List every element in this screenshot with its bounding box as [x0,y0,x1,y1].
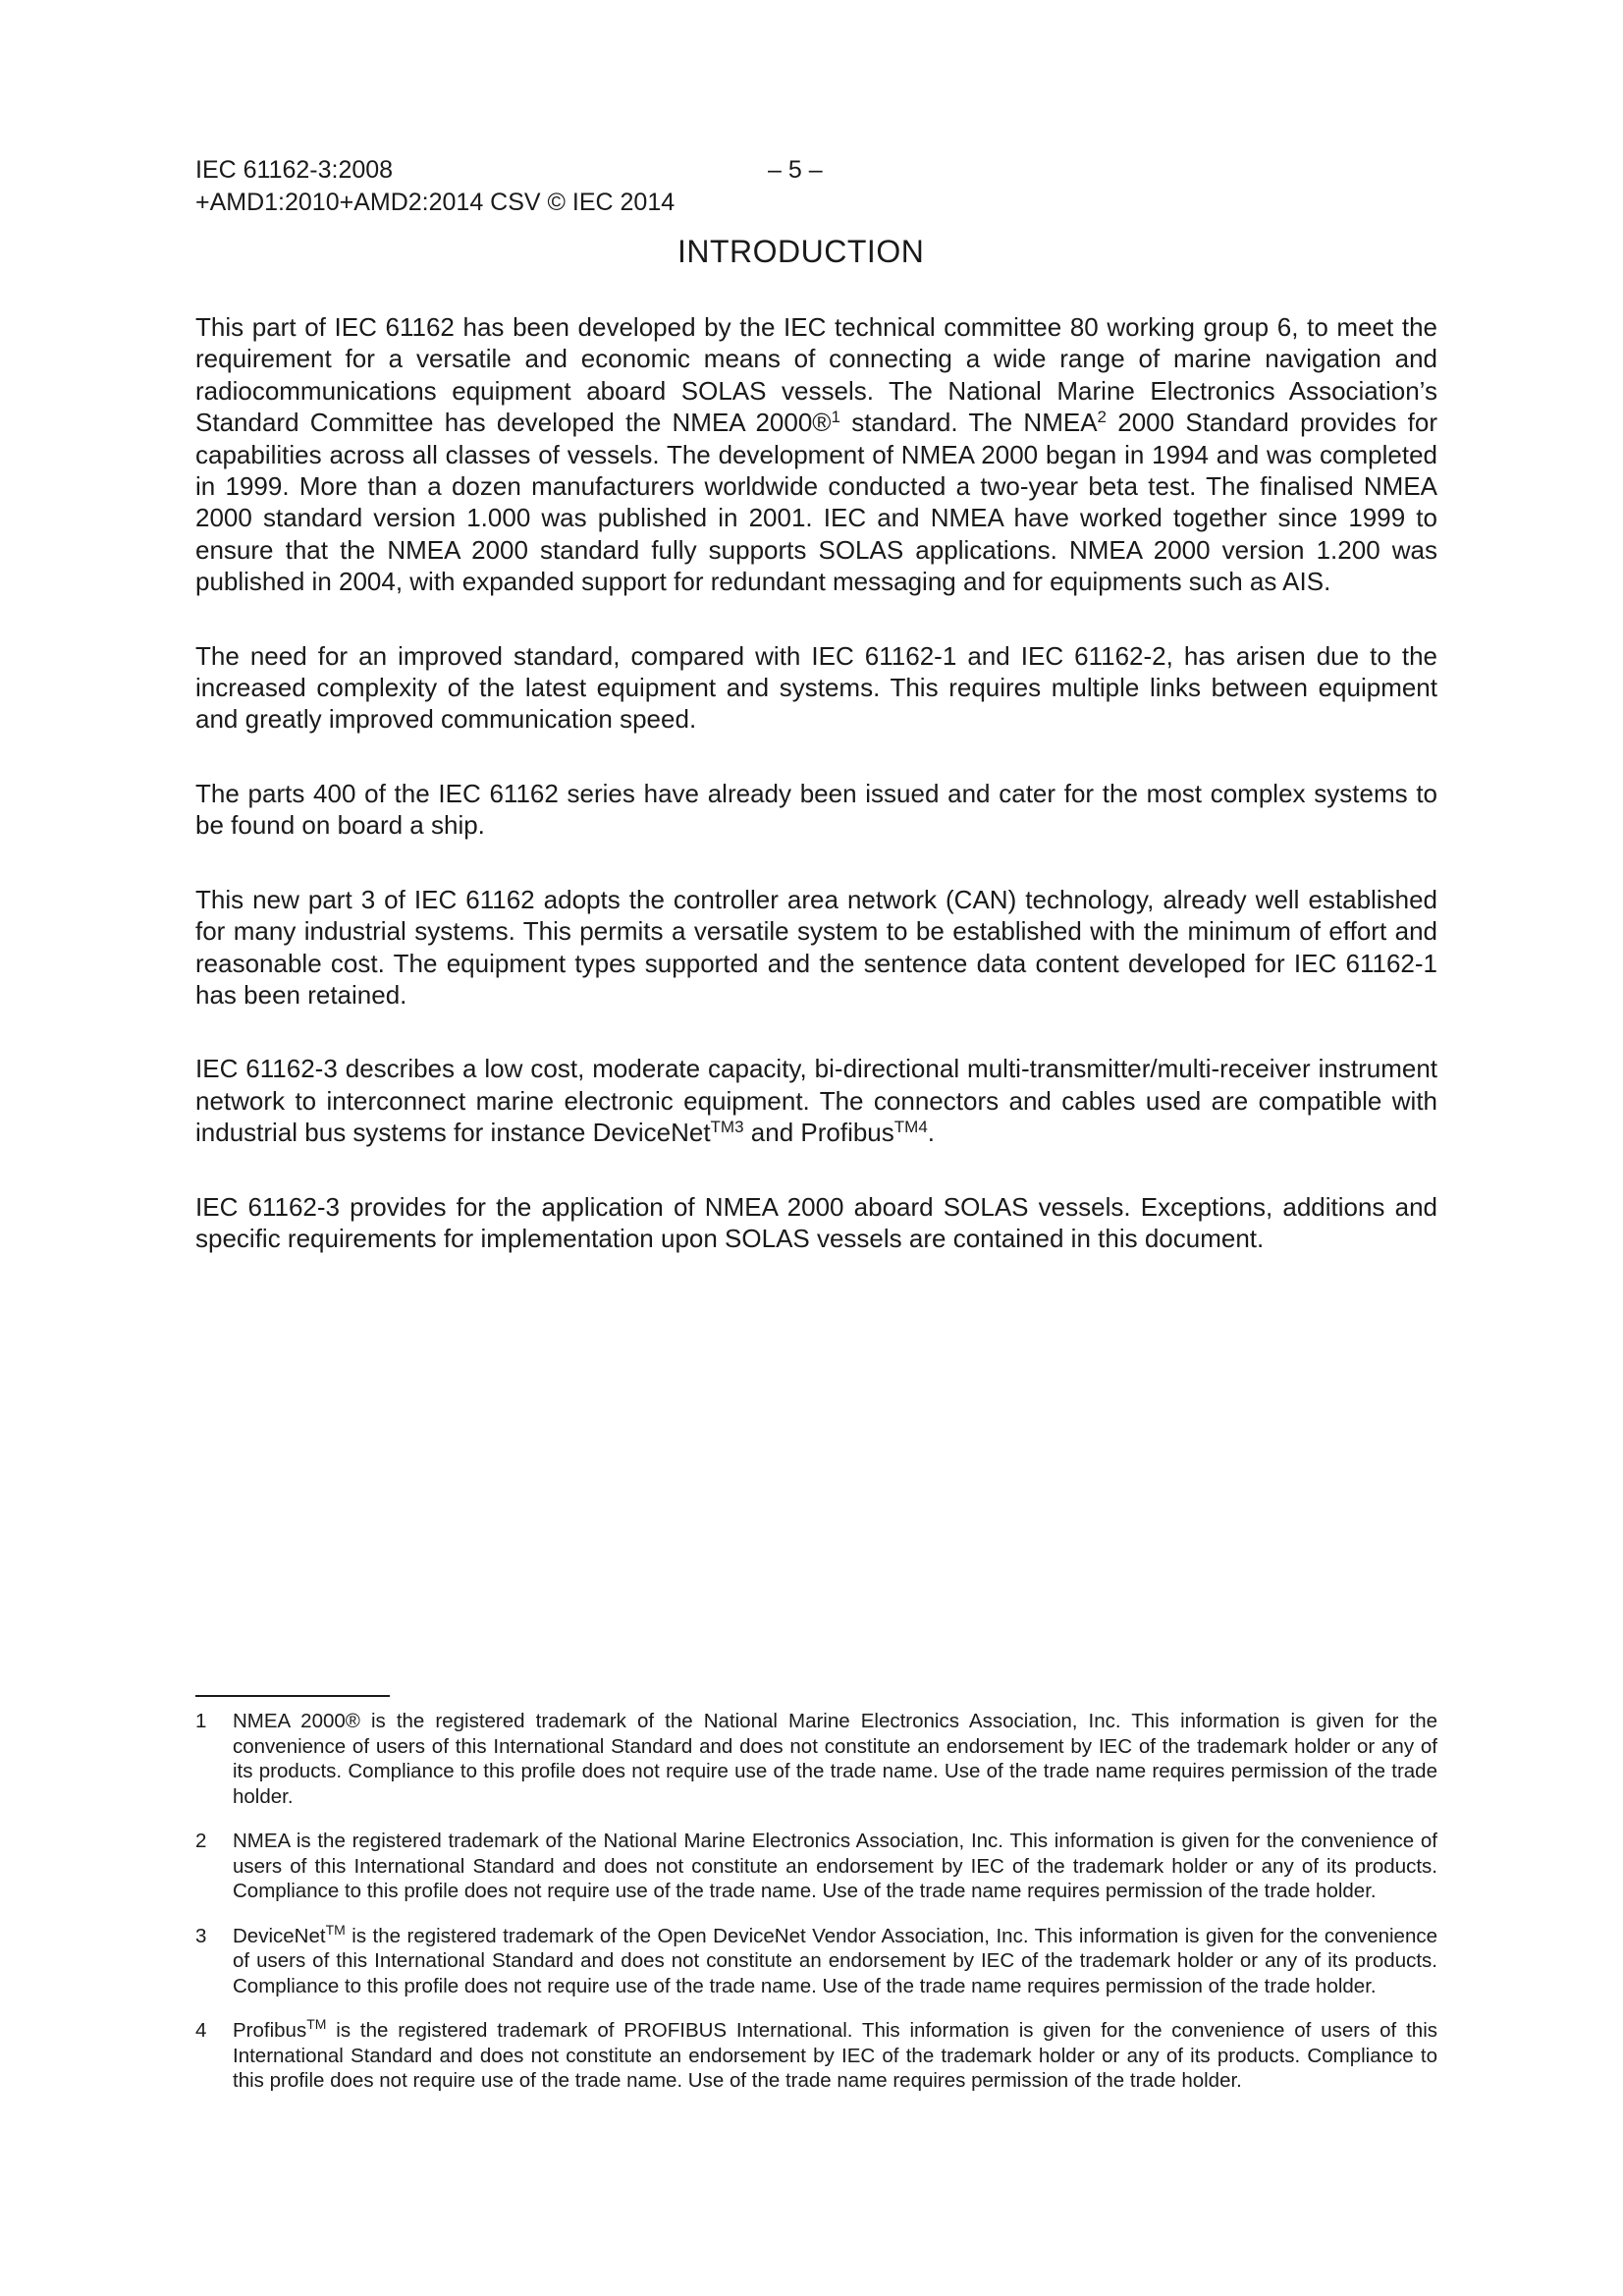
footnote-body: is the registered trademark of PROFIBUS International. This information is given for the convenience of users of this International Standard and does not constitute an endorsement by IEC of the trademark holder or any of its products. Compliance to this profile does not require use of the trade name. Use of the trade name requires permission of the trade holder. [233,2019,1437,2092]
footnote-separator [195,1695,390,1697]
footnote-body: NMEA 2000® is the registered trademark of the National Marine Electronics Association, Inc. This information is given for the convenience of users of this International Standard and does not constitute an endorsement by IEC of the trademark holder or any of its products. Compliance to this profile does not require use of the trade name. Use of the trade name requires permission of the trade holder. [233,1710,1437,1808]
footnote [195,1829,1437,1904]
paragraph-5-part-c: . [927,1118,936,1148]
trademark-mark: TM [306,2016,327,2032]
footnote-text [233,1709,1437,1809]
footnotes [195,1709,1437,2113]
paragraph-3: The parts 400 of the IEC 61162 series have already been issued and cater for the most complex systems to be found on board a ship. [195,778,1437,841]
footnote-text [233,1829,1437,1904]
footnote-number: 3 [195,1924,207,1947]
page-number: – 5 – [768,156,823,184]
trademark-mark: TM [710,1118,735,1137]
paragraph-1-part-a: This part of IEC 61162 has been developed by the IEC technical committee 80 working group 6, to meet the requirement for a versatile and economic means of connecting a wide range of marine navigation and radiocommunications equipment aboard SOLAS vessels. The National Marine Electronics Association’s Standard Committee has developed the NMEA 2000® [195,312,1437,438]
footnote [195,2018,1437,2094]
footnote [195,1921,1437,1999]
trademark-mark: TM [893,1118,919,1137]
section-title: INTRODUCTION [677,234,925,269]
footnote-text [233,2018,1437,2094]
footnote-text [233,1921,1437,1999]
paragraph-2: The need for an improved standard, compared with IEC 61162-1 and IEC 61162-2, has arisen due to the increased complexity of the latest equipment and systems. This requires multiple links between equipment and greatly improved communication speed. [195,640,1437,735]
footnote-number: 4 [195,2019,207,2042]
footnote-body: is the registered trademark of the Open DeviceNet Vendor Association, Inc. This information is given for the convenience of users of this International Standard and does not constitute an endorsement by IEC of the trademark holder or any of its products. Compliance to this profile does not require use of the trade name. Use of the trade name requires permission of the trade holder. [233,1924,1437,1997]
body-text [195,311,1437,1296]
footnote-body: NMEA is the registered trademark of the National Marine Electronics Association, Inc. This information is given for the convenience of users of this International Standard and does not constitute an endorsement by IEC of the trademark holder or any of its products. Compliance to this profile does not require use of the trade name. Use of the trade name requires permission of the trade holder. [233,1830,1437,1902]
footnote-number: 2 [195,1830,207,1852]
paragraph-5-part-a: IEC 61162-3 describes a low cost, moderate capacity, bi-directional multi-transmitter/multi-receiver instrument network to interconnect marine electronic equipment. The connectors and cables used are compatible with industrial bus systems for instance DeviceNet [195,1054,1437,1148]
paragraph-5 [195,1053,1437,1148]
paragraph-1-part-c: 2000 Standard provides for capabilities across all classes of vessels. The development of NMEA 2000 began in 1994 and was completed in 1999. More than a dozen manufacturers worldwide conducted a two-year beta test. The finalised NMEA 2000 standard version 1.000 was published in 2001. IEC and NMEA have worked together since 1999 to ensure that the NMEA 2000 standard fully supports SOLAS applications. NMEA 2000 version 1.200 was published in 2004, with expanded support for redundant messaging and for equipments such as AIS. [195,408,1437,597]
paragraph-4: This new part 3 of IEC 61162 adopts the controller area network (CAN) technology, already well established for many industrial systems. This permits a versatile system to be established with the minimum of effort and reasonable cost. The equipment types supported and the sentence data content developed for IEC 61162-1 has been retained. [195,884,1437,1010]
running-header [195,154,675,219]
trademark-mark: TM [325,1921,346,1938]
footnote-ref-4[interactable]: 4 [918,1118,928,1137]
header-doc-id: IEC 61162-3:2008 [195,156,394,184]
paragraph-5-part-b: and Profibus [743,1118,894,1148]
footnote-ref-2[interactable]: 2 [1097,408,1108,427]
paragraph-1 [195,311,1437,598]
footnote-ref-3[interactable]: 3 [734,1118,744,1137]
header-amendments: +AMD1:2010+AMD2:2014 CSV © IEC 2014 [195,189,676,216]
paragraph-6: IEC 61162-3 provides for the application of NMEA 2000 aboard SOLAS vessels. Exceptions, additions and specific requirements for implementation upon SOLAS vessels are contained in this document. [195,1191,1437,1253]
footnote [195,1709,1437,1809]
paragraph-1-part-b: standard. The NMEA [839,408,1098,438]
footnote-ref-1[interactable]: 1 [831,408,840,427]
footnote-lead: Profibus [233,2019,307,2042]
footnote-lead: DeviceNet [233,1924,326,1947]
footnote-number: 1 [195,1710,207,1732]
